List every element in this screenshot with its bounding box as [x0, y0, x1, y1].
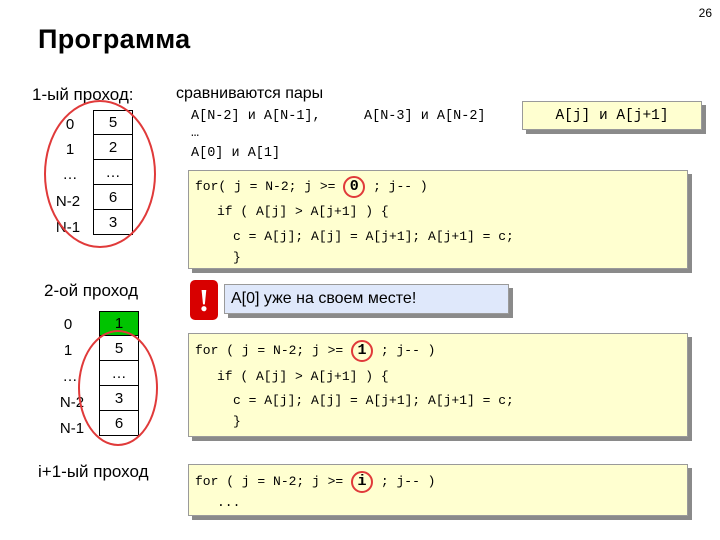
- pass2-index: N-2: [59, 394, 85, 411]
- code-line-if: if ( A[j] > A[j+1] ) {: [217, 204, 389, 219]
- pass1-index: N-1: [55, 219, 81, 236]
- pass1-index: 1: [65, 141, 75, 158]
- pass2-index: N-1: [59, 420, 85, 437]
- start-index-marker: 0: [343, 176, 365, 198]
- compare-heading: сравниваются пары: [176, 85, 324, 102]
- pass1-label: 1-ый проход:: [32, 85, 134, 104]
- pass2-cell: …: [99, 361, 139, 386]
- pass2-cell: 5: [99, 336, 139, 361]
- pass2-index: 0: [63, 316, 73, 333]
- page-number: 26: [698, 6, 712, 20]
- code-line-swap: c = A[j]; A[j] = A[j+1]; A[j+1] = c;: [233, 393, 514, 408]
- pass2-label: 2-ой проход: [44, 281, 139, 300]
- pass1-highlight-ring: [44, 100, 156, 248]
- start-index-marker: i: [351, 471, 373, 493]
- pass1-cell: 5: [93, 110, 133, 135]
- code-line-for: for ( j = N-2; j >= 1 ; j-- ): [195, 343, 435, 362]
- page-title: Программа: [38, 24, 191, 54]
- note-text: A[0] уже на своем месте!: [231, 290, 417, 307]
- code-block-pass2: [188, 333, 688, 437]
- pass-i-label: i+1-ый проход: [38, 462, 149, 481]
- compare-pair-2: A[N-3] и A[N-2]: [364, 109, 486, 124]
- pass1-cell: …: [93, 160, 133, 185]
- code-line-dots: ...: [217, 495, 241, 510]
- code-block-pass-i: [188, 464, 688, 516]
- pass2-cell-fixed: 1: [99, 311, 139, 336]
- pass2-index: …: [62, 368, 78, 385]
- code-line-close: }: [233, 250, 241, 265]
- code-line-for: for ( j = N-2; j >= i ; j-- ): [195, 474, 435, 493]
- pair-box: A[j] и A[j+1]: [522, 101, 702, 130]
- code-line-for: for( j = N-2; j >= 0 ; j-- ): [195, 179, 428, 198]
- pass1-index: 0: [65, 116, 75, 133]
- compare-ellipsis: …: [191, 126, 200, 141]
- pass2-highlight-ring: [78, 330, 158, 446]
- pass1-cell: 2: [93, 135, 133, 160]
- code-line-close: }: [233, 414, 241, 429]
- pass2-cell: 3: [99, 386, 139, 411]
- start-index-marker: 1: [351, 340, 373, 362]
- compare-pair-1: A[N-2] и A[N-1],: [191, 109, 321, 124]
- code-line-if: if ( A[j] > A[j+1] ) {: [217, 369, 389, 384]
- pass2-index: 1: [63, 342, 73, 359]
- pass1-index: N-2: [55, 193, 81, 210]
- code-line-swap: c = A[j]; A[j] = A[j+1]; A[j+1] = c;: [233, 229, 514, 244]
- warning-icon: !: [190, 280, 218, 320]
- pass2-cell: 6: [99, 411, 139, 436]
- pass1-cell: 3: [93, 210, 133, 235]
- code-block-pass1: [188, 170, 688, 269]
- note-box: [224, 284, 509, 314]
- pass1-cell: 6: [93, 185, 133, 210]
- compare-pair-last: A[0] и A[1]: [191, 146, 281, 161]
- pass1-index: …: [62, 166, 78, 183]
